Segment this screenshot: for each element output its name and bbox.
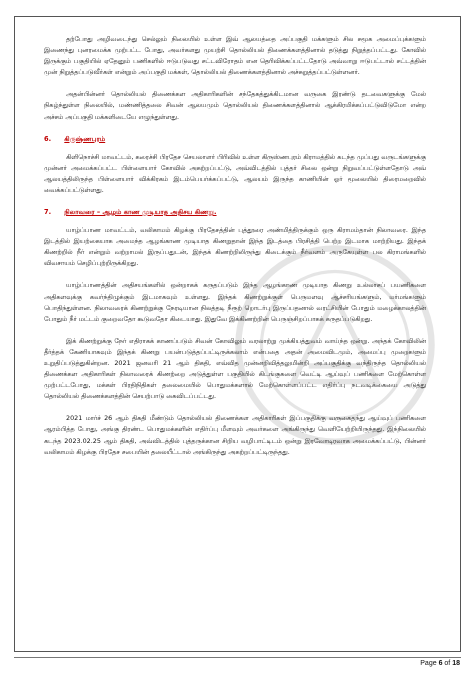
page-current: 6 <box>438 660 443 667</box>
section-number: 6. <box>44 134 52 143</box>
paragraph: யாழ்ப்பாணத்தின் அதிசயங்களில் ஒன்றாகக் கருதப்படும் இந்த ஆழங்காண முடியாத கிணறு உல்லாசப் பயணிகளை அதிகளவுக்கு கவர்ந்திழுக்கும் இடமாகவும் உள்ளது. இந்தக் கிணற்றுக்குள் பெருமளவு ஆச்சரியங்களும், மர்மங்களும் பொதிந்துள்ளன. நிலாவரைக் கிணற்றுக்கு நேரடியான நிலத்தடி நீரூற் றொடர்பு இருப்பதனால் வரட்சியின் போதும் மழைக்காலத்தின் போதும் நீர் மட்டம் குறைவதோ கூடுவதோ கிடையாது. இதுவே இக்கிணற்றின் பெருஞ்சிறப்பாகக் கருதப்படுகிறது. <box>44 281 426 323</box>
document-body <box>44 34 426 469</box>
paragraph: கிளிநொச்சி மாவட்டம், கரைச்சி பிரதேச செயலாளர் பிரிவில் உள்ள கிருஸ்ணபுரம் கிராமத்தில் கடந்த முப்பது வருடங்களுக்கு முன்னர் அமைக்கப்பட்ட பிள்ளையார் கோவில் அகற்றப்பட்டு, அவ்விடத்தில் புத்தர் சிலை ஒன்று நிறுவப்பட்டுள்ளதோடு அவ் ஆலயத்திலிருந்த பிள்ளையார் விக்கிரகம் இடம்பெயர்க்கப்பட்டு, ஆலயம் இருந்த காணியின் ஓர் மூலையில் திரைமறைவில் வைக்கப்பட்டுள்ளது. <box>44 152 426 194</box>
page-number <box>420 660 460 667</box>
section-heading-7 <box>44 207 426 217</box>
page-total: 18 <box>452 660 460 667</box>
paragraph: இக் கிணற்றுக்கு நேர் எதிராகக் காணப்படும் சிவன் கோவிலும் வரலாற்று முக்கியத்துவம் வாய்ந்த ஒன்று. அந்தக் கோவிலின் தீர்த்தக் கேணியாகவும் இந்தக் கிணறு பயன்படுத்தப்பட்டிருக்கலாம் என்பதை அதன் அமைவிடமும், அமைப்பு முறைகளும் உறுதிப்படுத்துகின்றன. 2021 ஜனவரி 21 ஆம் திகதி, எவ்வித முன்னறிவித்தலுமின்றி அப்பகுதிக்கு வந்திருந்த தொல்லியல் திணைக்கள அதிகாரிகள் நிலாவரைக் கிணற்றை அடுத்துள்ள பகுதியில் கிடங்குகளை வெட்டி ஆய்வுப் பணிகளை மேற்கொள்ள முற்பட்டபோது, மக்கள் பிரதிநிதிகள் தலைமையில் பொதுமக்களால் மேற்கொள்ளப்பட்ட எதிர்ப்பு நடவடிக்கையை அடுத்து தொல்லியல் திணைக்களத்தின் செயற்பாடு கைவிடப்பட்டது. <box>44 336 426 401</box>
section-number: 7. <box>44 208 52 217</box>
page-of: of <box>442 660 453 667</box>
section-title: கிருஷ்ணபுரம் <box>64 134 106 143</box>
footer-divider <box>14 657 461 658</box>
paragraph: 2021 மார்ச் 26 ஆம் திகதி மீண்டும் தொல்லியல் திணைக்கள அதிகாரிகள் இப்பகுதிக்கு வருகைதந்து ஆய்வுப் பணிகளை ஆரம்பித்த போது, அங்கு திரண்ட பொதுமக்களின் எதிர்ப்பு மீளவும் அவர்களை அங்கிருந்து வெளியேற்றியிருந்தது. இந்நிலையில் கடந்த 2023.02.25 ஆம் திகதி, அவ்விடத்தில் புத்தருக்கான சிறிய வழிபாட்டிடம் ஒன்று இரவோடிரவாக அமைக்கப்பட்டு, பின்னர் வலிகாமம் கிழக்கு பிரதேச சபையின் தலையீட்டால் அங்கிருந்து அகற்றப்பட்டிருந்தது. <box>44 414 426 456</box>
page-prefix: Page <box>420 660 439 667</box>
paragraph: அதன்பின்னர் தொல்லியல் திணைக்கள அதிகாரிகளின் சந்தேகத்துக்கிடமான வருகை இரண்டு தடவைகளுக்கு மேல் நிகழ்ந்துள்ள நிலையில், மண்ணித்தலை சிவன் ஆலயமும் தொல்லியல் திணைக்களத்தினால் ஆக்கிரமிக்கப்பட்டுவிடுமோ என்ற அச்சம் அப்பகுதி மக்களிடையே எழுந்துள்ளது. <box>44 90 426 121</box>
section-title: நிலாவரை – ஆழம் காண முடியாத அதிசய கிணறு. <box>64 208 217 217</box>
paragraph: தற்போது அழிவடைந்து செல்லும் நிலையில் உள்ள இவ் ஆலயத்தை அப்பகுதி மக்களும் சில சமூக அமைப்புக்களும் இணைந்து புனரமைக்க முற்பட்ட போது, அவர்களது முயற்சி தொல்லியல் திணைக்களத்தினால் தடுத்து நிறுத்தப்பட்டது. கோவில் இருக்கும் பகுதியில் ஏதேனும் பணிகளில் ஈடுபடுவது சட்டவிரோதம் என தெரிவிக்கப்பட்டதோடு அவ்வாறு ஈடுபட்டால் சட்டத்தின் முன் நிறுத்தப்படுவீர்கள் என்றும் அப்பகுதி மக்கள், தொல்லியல் திணைக்களத்தினால் அச்சுறுத்தப்பட்டுள்ளனர். <box>44 35 426 77</box>
section-heading-6 <box>44 134 426 144</box>
paragraph: யாழ்ப்பாண மாவட்டம், வலிகாமம் கிழக்கு பிரதேசத்தின் புத்தூரை அண்மித்திருக்கும் ஒரு கிராமம்தான் நிலாவரை. இந்த இடத்தில் இயற்கையாக அமைந்த ஆழங்காண முடியாத கிணறுதான் இந்த இடத்தை பிரசித்தி பெற்ற இடமாக மாற்றியது. இந்தக் கிணற்றில் நீர் என்றும் வற்றாமல் இருப்பதுடன், இந்தக் கிணற்றிலிருந்து கிடைக்கும் நீர்வளம் அருகேயுள்ள பல கிராமங்களில் விவசாயம் செழிப்புற்றிருக்கிறது. <box>44 226 426 268</box>
